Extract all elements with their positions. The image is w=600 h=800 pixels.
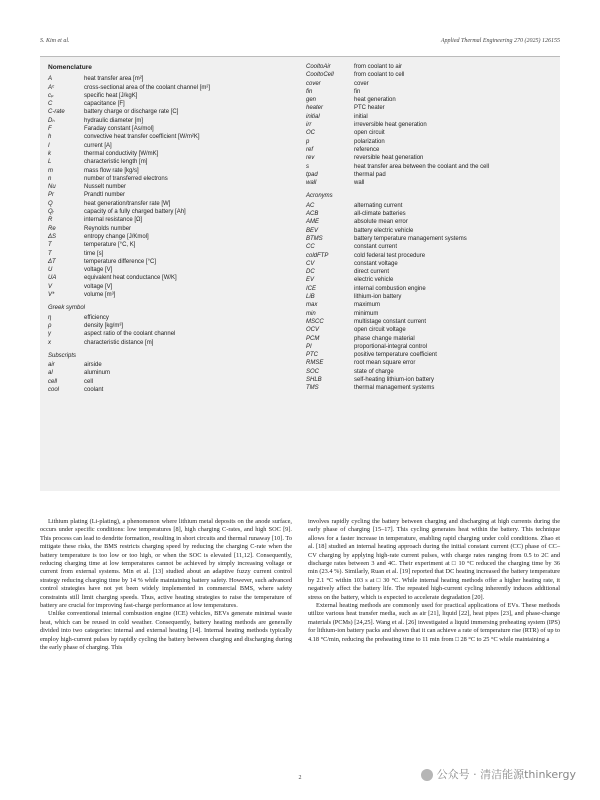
entry-definition: cover [354, 80, 369, 87]
entry-definition: open circuit voltage [354, 327, 406, 334]
entry-definition: phase change material [354, 335, 415, 342]
nomenclature-left-column [48, 63, 298, 394]
entry-symbol: h [48, 134, 52, 141]
nomenclature-entry [48, 108, 298, 116]
entry-symbol: C [48, 101, 53, 108]
nomenclature-entry [306, 310, 556, 318]
entry-definition: PTC heater [354, 105, 385, 112]
nomenclature-entry [306, 71, 556, 79]
entry-symbol: ACB [306, 211, 319, 218]
entry-symbol: AC [306, 202, 315, 209]
nomenclature-entry [48, 125, 298, 133]
entry-symbol: PI [306, 343, 312, 350]
nomenclature-entry [48, 291, 298, 299]
entry-definition: internal resistance [Ω] [84, 217, 143, 224]
nomenclature-entry [306, 301, 556, 309]
entry-definition: all-climate batteries [354, 211, 406, 218]
greek-title: Greek symbol [48, 305, 86, 312]
entry-definition: proportional-integral control [354, 343, 428, 350]
entry-definition: electric vehicle [354, 277, 394, 284]
nomenclature-entry [48, 322, 298, 330]
entry-symbol: V [48, 283, 53, 290]
entry-symbol: η [48, 314, 52, 321]
entry-definition: cell [84, 378, 94, 385]
nomenclature-entry [48, 200, 298, 208]
subscripts-left-list [48, 361, 298, 394]
entry-definition: self-heating lithium-ion battery [354, 376, 435, 383]
nomenclature-entry [306, 243, 556, 251]
body-left-column [40, 518, 292, 653]
subscripts-right-list [306, 63, 556, 187]
nomenclature-entry [306, 129, 556, 137]
nomenclature-entry [48, 339, 298, 347]
nomenclature-entry [48, 75, 298, 83]
entry-definition: number of transferred electrons [84, 175, 168, 182]
entry-symbol: p [306, 138, 310, 145]
nomenclature-entry [48, 283, 298, 291]
entry-symbol: heater [306, 105, 324, 112]
entry-symbol: ΔS [48, 233, 57, 240]
nomenclature-entry [48, 150, 298, 158]
entry-definition: temperature difference [°C] [84, 258, 156, 265]
nomenclature-entry [48, 266, 298, 274]
nomenclature-entry [306, 359, 556, 367]
body-paragraph: External heating methods are commonly used for practical applications of EVs. These methods utilize various heat transfer media, such as air [21], liquid [22], heat pipes [23], and phase-change materials (PCMs) [24,25]. Wang et al. [26] investigated a liquid immersing preheating system (IPS) for lithium-ion battery packs and shown that it can achieve a rate of temperature rise (RTR) of up to 4.18 °C/min, reducing the preheating time to 11 min from □ 28 °C to 25 °C while maintaining a [308, 602, 560, 643]
entry-symbol: OC [306, 130, 315, 137]
entry-definition: absolute mean error [354, 219, 408, 226]
nomenclature-entry [306, 218, 556, 226]
entry-symbol: fin [306, 88, 313, 95]
entry-symbol: BEV [306, 227, 319, 234]
nomenclature-entry [306, 260, 556, 268]
nomenclature-entry [306, 326, 556, 334]
entry-definition: coolant [84, 386, 104, 393]
nomenclature-entry [48, 378, 298, 386]
nomenclature-entry [48, 241, 298, 249]
entry-symbol: C-rate [48, 109, 65, 116]
entry-definition: characteristic distance [m] [84, 339, 154, 346]
nomenclature-entry [306, 384, 556, 392]
entry-definition: equivalent heat conductance [W/K] [84, 275, 177, 282]
entry-symbol: I [48, 142, 50, 149]
symbol-list [48, 75, 298, 299]
entry-symbol: EV [306, 277, 315, 284]
entry-symbol: irr [306, 122, 312, 129]
nomenclature-entry [306, 154, 556, 162]
nomenclature-entry [306, 252, 556, 260]
entry-definition: specific heat [J/kgK] [84, 92, 138, 99]
entry-symbol: AME [306, 219, 320, 226]
entry-symbol: cool [48, 386, 60, 393]
entry-definition: battery charge or discharge rate [C] [84, 109, 179, 116]
entry-definition: aspect ratio of the coolant channel [84, 331, 176, 338]
entry-symbol: V* [48, 292, 55, 299]
nomenclature-entry [48, 158, 298, 166]
entry-definition: battery electric vehicle [354, 227, 414, 234]
entry-definition: constant current [354, 244, 398, 251]
entry-symbol: BTMS [306, 235, 323, 242]
nomenclature-entry [306, 113, 556, 121]
entry-symbol: s [306, 163, 309, 170]
nomenclature-entry [48, 84, 298, 92]
nomenclature-entry [48, 175, 298, 183]
nomenclature-entry [306, 293, 556, 301]
entry-symbol: coldFTP [306, 252, 329, 259]
nomenclature-entry [306, 210, 556, 218]
entry-symbol: rev [306, 155, 315, 162]
nomenclature-entry [48, 142, 298, 150]
nomenclature-entry [306, 63, 556, 71]
nomenclature-entry [48, 117, 298, 125]
entry-symbol: OCV [306, 327, 320, 334]
nomenclature-entry [306, 179, 556, 187]
entry-definition: alternating current [354, 202, 403, 209]
entry-definition: battery temperature management systems [354, 235, 467, 242]
entry-symbol: ρ [48, 322, 52, 329]
nomenclature-entry [48, 225, 298, 233]
entry-symbol: gen [306, 97, 317, 104]
entry-symbol: Nu [48, 184, 56, 191]
entry-symbol: Q [48, 200, 53, 207]
nomenclature-entry [48, 133, 298, 141]
entry-definition: volume [m³] [84, 292, 116, 299]
entry-definition: multistage constant current [354, 318, 427, 325]
body-right-column [308, 518, 560, 644]
entry-definition: from coolant to cell [354, 72, 405, 79]
nomenclature-entry [306, 138, 556, 146]
nomenclature-entry [306, 88, 556, 96]
entry-definition: from coolant to air [354, 64, 403, 70]
running-header-journal: Applied Thermal Engineering 270 (2025) 126155 [440, 38, 560, 44]
subscripts-title: Subscripts [48, 352, 77, 359]
entry-symbol: x [48, 339, 51, 346]
nomenclature-entry [306, 376, 556, 384]
entry-definition: Prandtl number [84, 192, 126, 199]
entry-definition: thermal conductivity [W/mK] [84, 150, 159, 157]
entry-symbol: ΔT [48, 258, 56, 265]
nomenclature-entry [48, 183, 298, 191]
entry-definition: Faraday constant [As/mol] [84, 126, 154, 133]
nomenclature-entry [306, 104, 556, 112]
nomenclature-box [40, 56, 560, 491]
entry-definition: hydraulic diameter [m] [84, 117, 144, 124]
entry-definition: state of charge [354, 368, 394, 375]
nomenclature-entry [306, 318, 556, 326]
entry-symbol: ref [306, 146, 314, 153]
nomenclature-entry [306, 276, 556, 284]
entry-symbol: R [48, 217, 53, 224]
entry-symbol: cover [306, 80, 321, 87]
entry-definition: heat transfer area [m²] [84, 76, 144, 83]
nomenclature-entry [306, 80, 556, 88]
entry-symbol: initial [306, 113, 320, 120]
nomenclature-title: Nomenclature [48, 64, 92, 71]
wechat-icon [421, 769, 433, 781]
entry-definition: capacity of a fully charged battery [Ah] [84, 209, 186, 216]
entry-symbol: SHLB [306, 376, 322, 383]
entry-symbol: U [48, 267, 53, 274]
nomenclature-entry [306, 343, 556, 351]
entry-definition: cold federal test procedure [354, 252, 426, 259]
entry-definition: characteristic length [m] [84, 159, 148, 166]
nomenclature-entry [48, 258, 298, 266]
entry-definition: positive temperature coefficient [354, 352, 437, 359]
entry-definition: heat generation/transfer rate [W] [84, 200, 171, 207]
entry-definition: heat generation [354, 97, 396, 104]
entry-symbol: Qᵣ [48, 209, 54, 216]
entry-definition: mass flow rate [kg/s] [84, 167, 139, 174]
nomenclature-entry [48, 216, 298, 224]
entry-definition: reversible heat generation [354, 155, 424, 162]
entry-definition: internal combustion engine [354, 285, 426, 292]
nomenclature-entry [306, 268, 556, 276]
entry-definition: time [s] [84, 250, 104, 257]
greek-list [48, 314, 298, 347]
entry-symbol: n [48, 175, 52, 182]
entry-symbol: min [306, 310, 316, 317]
nomenclature-entry [48, 361, 298, 369]
body-paragraph: Lithium plating (Li-plating), a phenomenon where lithium metal deposits on the anode surface, occurs under specific conditions: low temperatures [8], high charging C-rates, and high SOC [9]. This process can lead to dendrite formation, resulting in short circuits and thermal runaway [10]. To mitigate these risks, the BMS restricts charging speed by reducing the charging C-rate when the battery temperature is too low or too high, or when the SOC is elevated [11,12]. Consequently, reducing charging time at low temperatures cannot be achieved by simply increasing voltage or current from external systems. Min et al. [13] studied about an adaptive fuzzy current control strategy reducing charging time by 14 % while maintaining battery safety. However, such advanced control strategies have not yet been widely implemented in commercial BMS, where safety constraints still limit charging speeds. Thus, active heating strategies to raise the temperature of battery are crucial for improving fast-charge performance at low temperatures. [40, 518, 292, 610]
nomenclature-entry [48, 208, 298, 216]
nomenclature-entry [48, 191, 298, 199]
entry-definition: wall [354, 180, 365, 187]
nomenclature-entry [306, 146, 556, 154]
entry-definition: efficiency [84, 314, 109, 321]
nomenclature-entry [306, 235, 556, 243]
entry-symbol: CooltoAir [306, 64, 331, 70]
entry-symbol: CC [306, 244, 315, 251]
entry-symbol: cell [48, 378, 58, 385]
running-header-authors: S. Kim et al. [40, 38, 70, 44]
entry-definition: polarization [354, 138, 385, 145]
entry-definition: root mean square error [354, 360, 416, 367]
entry-symbol: MSCC [306, 318, 324, 325]
acronyms-title: Acronyms [306, 193, 333, 200]
entry-definition: lithium-ion battery [354, 294, 402, 301]
entry-definition: airside [84, 362, 102, 369]
entry-symbol: A [48, 76, 53, 83]
entry-symbol: SOC [306, 368, 320, 375]
entry-definition: minimum [354, 310, 379, 317]
nomenclature-entry [306, 227, 556, 235]
nomenclature-entry [48, 100, 298, 108]
nomenclature-entry [306, 335, 556, 343]
entry-symbol: ICE [306, 285, 317, 292]
entry-definition: heat transfer area between the coolant and the cell [354, 163, 490, 170]
nomenclature-entry [306, 171, 556, 179]
entry-symbol: Pr [48, 192, 54, 199]
nomenclature-entry [48, 233, 298, 241]
entry-symbol: RMSE [306, 360, 324, 367]
watermark-text: 公众号 · 清洁能源thinkergy [436, 768, 576, 781]
entry-definition: entropy change [J/Kmol] [84, 233, 149, 240]
entry-definition: capacitance [F] [84, 101, 125, 108]
entry-definition: aluminum [84, 370, 111, 377]
entry-symbol: air [48, 362, 55, 369]
entry-definition: irreversible heat generation [354, 122, 427, 129]
entry-definition: voltage [V] [84, 283, 113, 290]
entry-definition: Nusselt number [84, 184, 127, 191]
body-paragraph: involves rapidly cycling the battery between charging and discharging at high currents during the early phase of charging [15–17]. This cycling generates heat within the battery. This technique allows for a faster increase in temperature, enabling rapid charging under cold conditions. Zhao et al. [18] studied an internal heating approach during the initial constant current (CC) phase of CC–CV charging by applying high-rate current pulses, with charge rates ranging from 0.5 to 2C and discharge rates between 3 and 4C. Their experiment at □ 10 °C reduced the charging time by 36 min (23.4 %). Similarly, Ruan et al. [19] reported that DC heating increased the battery temperature by 2.1 °C within 103 s at □ 30 °C. While internal heating methods offer a higher heating rate, it negatively affect the battery life. The repeated high-current cycling inherently induces additional stress on the battery, which is expected to accelerate degradation [20]. [308, 518, 560, 601]
entry-definition: thermal management systems [354, 385, 435, 392]
entry-symbol: PCM [306, 335, 320, 342]
entry-definition: reference [354, 146, 380, 153]
nomenclature-entry [48, 167, 298, 175]
entry-symbol: k [48, 150, 51, 157]
entry-definition: direct current [354, 269, 390, 276]
entry-definition: initial [354, 113, 368, 120]
nomenclature-right-column [306, 63, 556, 393]
page-number: 2 [298, 775, 302, 781]
entry-symbol: Re [48, 225, 56, 232]
entry-definition: thermal pad [354, 171, 386, 178]
entry-symbol: cₚ [48, 92, 54, 99]
entry-definition: voltage [V] [84, 267, 113, 274]
body-paragraph: Unlike conventional internal combustion engine (ICE) vehicles, BEVs generate minimal waste heat, which can be reused in cold weather. Consequently, battery heating methods are generally divided into two categories: internal and external heating [14]. Internal heating methods typically employ high-current pulses by rapidly cycling the battery between charging and discharging during the early phase of charging. This [40, 610, 292, 652]
nomenclature-entry [306, 368, 556, 376]
entry-symbol: DC [306, 269, 315, 276]
entry-symbol: Dₕ [48, 117, 55, 124]
entry-symbol: tpad [306, 171, 318, 178]
entry-definition: Reynolds number [84, 225, 132, 232]
watermark [421, 766, 576, 782]
nomenclature-entry [306, 163, 556, 171]
nomenclature-entry [48, 250, 298, 258]
entry-symbol: PTC [306, 352, 318, 359]
entry-symbol: LiB [306, 294, 315, 301]
nomenclature-entry [306, 121, 556, 129]
entry-symbol: F [48, 126, 52, 133]
nomenclature-entry [306, 285, 556, 293]
entry-definition: temperature [°C, K] [84, 242, 136, 249]
entry-symbol: T [48, 242, 52, 249]
entry-symbol: m [48, 167, 53, 174]
entry-definition: current [A] [84, 142, 112, 149]
acronyms-list [306, 202, 556, 393]
entry-definition: open circuit [354, 130, 385, 137]
entry-symbol: γ [48, 331, 51, 338]
entry-symbol: CV [306, 260, 315, 267]
nomenclature-entry [306, 202, 556, 210]
entry-symbol: max [306, 302, 318, 309]
nomenclature-entry [306, 351, 556, 359]
entry-symbol: T [48, 250, 52, 257]
entry-definition: constant voltage [354, 260, 398, 267]
entry-symbol: UA [48, 275, 57, 282]
entry-symbol: L [48, 159, 52, 166]
entry-symbol: CooltoCell [306, 72, 334, 79]
nomenclature-entry [48, 314, 298, 322]
nomenclature-entry [48, 386, 298, 394]
entry-definition: cross-sectional area of the coolant channel [m²] [84, 84, 211, 91]
entry-definition: density [kg/m³] [84, 322, 124, 329]
nomenclature-entry [48, 92, 298, 100]
entry-definition: fin [354, 88, 361, 95]
nomenclature-entry [48, 369, 298, 377]
entry-symbol: TMS [306, 385, 319, 392]
nomenclature-entry [48, 274, 298, 282]
entry-symbol: Aᶜ [48, 84, 55, 91]
entry-symbol: wall [306, 180, 317, 187]
entry-definition: maximum [354, 302, 381, 309]
entry-symbol: al [48, 370, 53, 377]
nomenclature-entry [306, 96, 556, 104]
entry-definition: convective heat transfer coefficient [W/m²K] [84, 134, 200, 141]
nomenclature-entry [48, 330, 298, 338]
